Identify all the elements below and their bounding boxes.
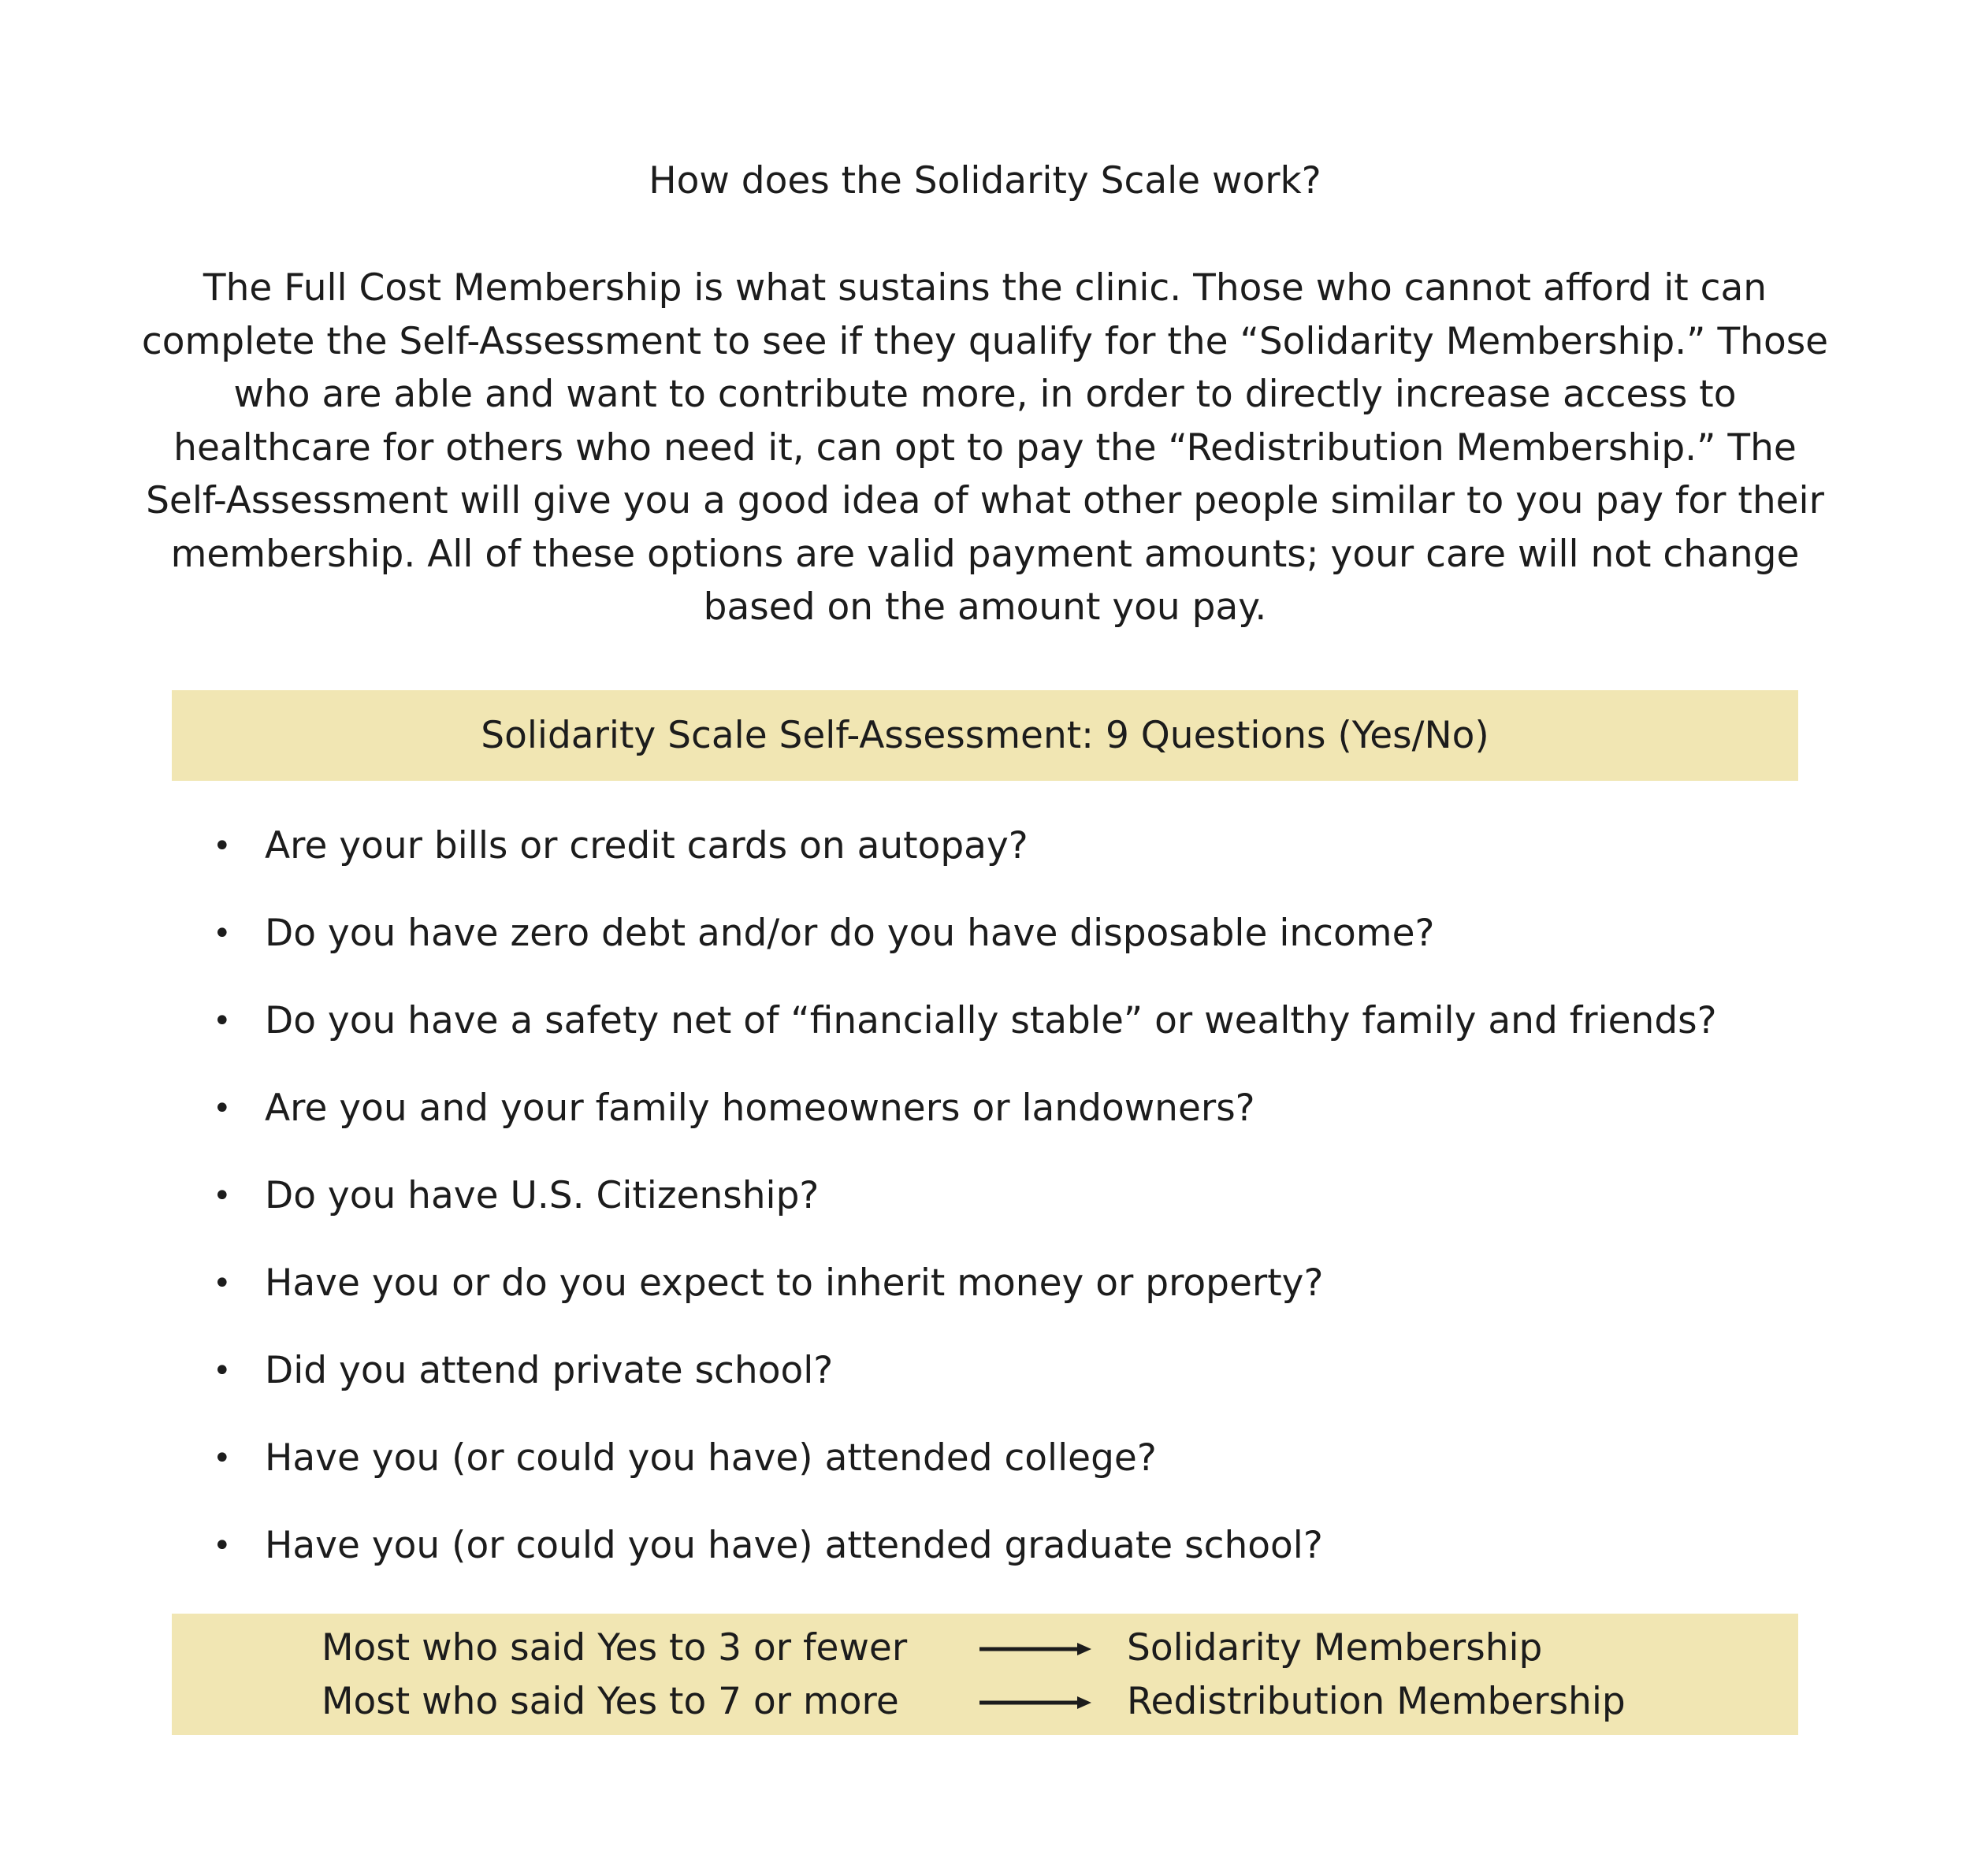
bullet-icon: •: [213, 1528, 232, 1564]
question-text: Are your bills or credit cards on autopay?: [265, 824, 1028, 867]
question-item: [213, 1343, 1868, 1430]
question-text: Do you have zero debt and/or do you have disposable income?: [265, 912, 1435, 955]
assessment-title: Solidarity Scale Self-Assessment: 9 Questions (Yes/No): [481, 714, 1489, 757]
bullet-icon: •: [213, 1178, 232, 1214]
question-text: Did you attend private school?: [265, 1349, 834, 1392]
bullet-icon: •: [213, 828, 232, 864]
question-item: [213, 1080, 1868, 1168]
question-item: [213, 1255, 1868, 1343]
result-row: [172, 1675, 1798, 1729]
question-text: Do you have U.S. Citizenship?: [265, 1174, 820, 1217]
question-list: [213, 818, 1868, 1605]
bullet-icon: •: [213, 1090, 232, 1127]
intro-paragraph: The Full Cost Membership is what sustains the clinic. Those who cannot afford it can complete the Self-Assessment to see if they qualify for the “Solidarity Membership.” Those who are able and want to contribute more, in order to directly increase access to healthcare for others who need it, can opt to pay the “Redistribution Membership.” The Self-Assessment will give you a good idea of what other people similar to you pay for their membership. All of these options are valid payment amounts; your care will not change based on the amount you pay.: [141, 266, 1829, 629]
result-outcome: Solidarity Membership: [1127, 1626, 1543, 1670]
question-text: Do you have a safety net of “financially stable” or wealthy family and friends?: [265, 999, 1717, 1042]
question-text: Have you (or could you have) attended graduate school?: [265, 1524, 1323, 1567]
question-text: Are you and your family homeowners or landowners?: [265, 1087, 1255, 1130]
page-title: How does the Solidarity Scale work?: [649, 159, 1321, 202]
question-item: [213, 1518, 1868, 1605]
arrow-right-icon: [979, 1642, 1091, 1656]
results-band: [172, 1614, 1798, 1735]
question-item: [213, 818, 1868, 905]
bullet-icon: •: [213, 1265, 232, 1302]
bullet-icon: •: [213, 1440, 232, 1477]
bullet-icon: •: [213, 1003, 232, 1039]
question-item: [213, 1430, 1868, 1518]
result-outcome: Redistribution Membership: [1127, 1680, 1626, 1723]
question-text: Have you (or could you have) attended college?: [265, 1436, 1157, 1480]
arrow-right-icon: [979, 1696, 1091, 1710]
result-row: [172, 1622, 1798, 1675]
question-item: [213, 1168, 1868, 1255]
result-condition: Most who said Yes to 7 or more: [322, 1680, 899, 1723]
question-item: [213, 993, 1868, 1080]
assessment-title-band: [172, 690, 1798, 781]
question-text: Have you or do you expect to inherit money or property?: [265, 1261, 1324, 1305]
bullet-icon: •: [213, 916, 232, 952]
bullet-icon: •: [213, 1353, 232, 1389]
result-condition: Most who said Yes to 3 or fewer: [322, 1626, 908, 1670]
question-item: [213, 905, 1868, 993]
